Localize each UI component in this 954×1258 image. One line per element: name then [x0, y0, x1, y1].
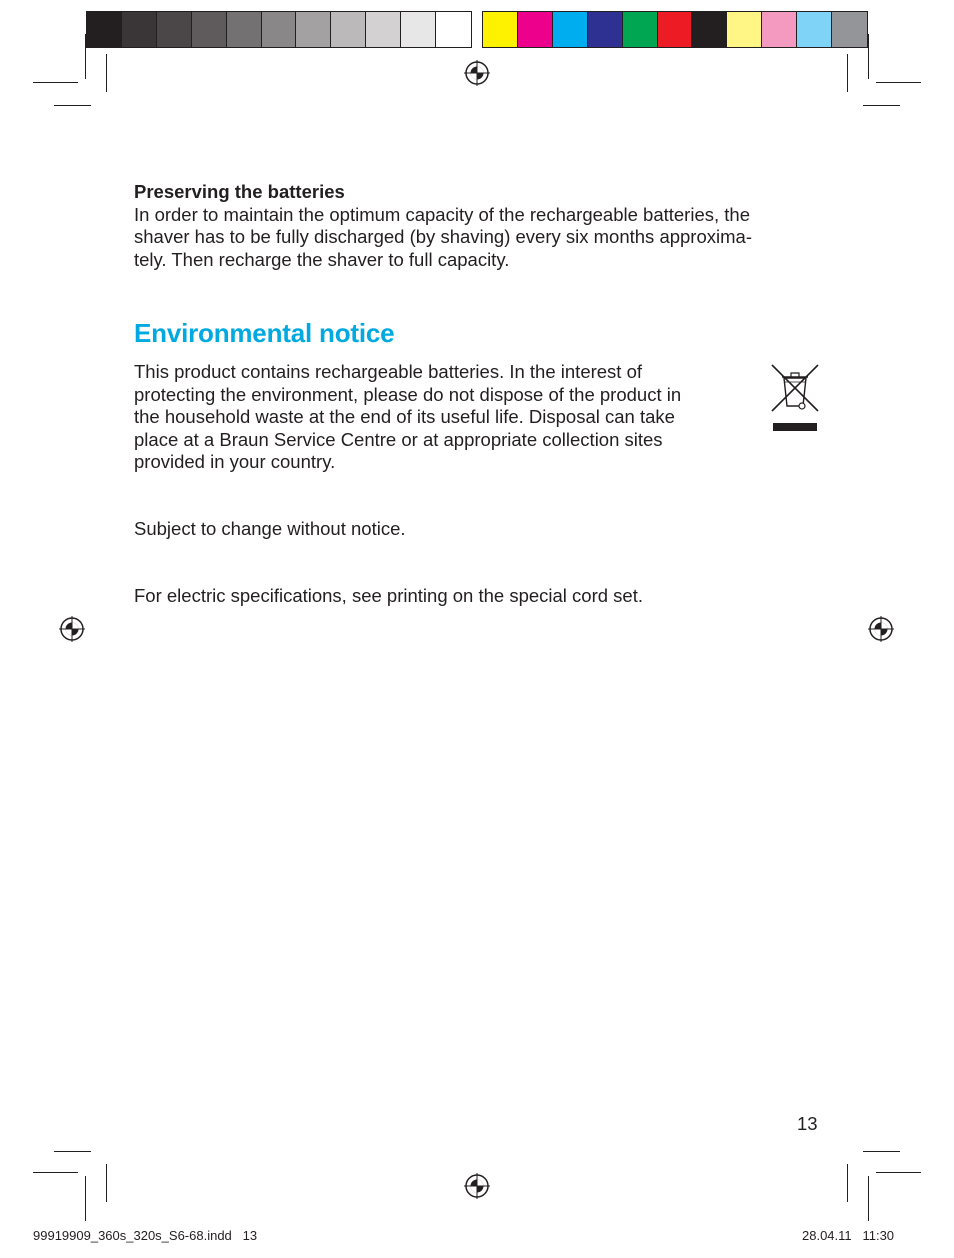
environment-line: protecting the environment, please do not dispose of the product in	[134, 383, 682, 405]
slug-file: 99919909_360s_320s_S6-68.indd 13	[33, 1228, 258, 1243]
crop-mark	[876, 82, 921, 83]
environment-line: place at a Braun Service Centre or at appropriate collection sites	[134, 428, 663, 450]
color-swatch	[87, 12, 122, 47]
color-swatch	[832, 12, 867, 47]
crop-mark	[847, 1164, 848, 1202]
crop-mark	[54, 105, 91, 106]
color-swatch	[401, 12, 436, 47]
page-number: 13	[797, 1113, 818, 1134]
color-swatch	[797, 12, 832, 47]
electric-notice: For electric specifications, see printing on the special cord set.	[134, 585, 643, 606]
crop-mark	[106, 1164, 107, 1202]
environment-line: the household waste at the end of its useful life. Disposal can take	[134, 406, 675, 427]
change-notice: Subject to change without notice.	[134, 518, 406, 539]
color-swatch	[588, 12, 623, 47]
gray-swatch-bar	[86, 11, 472, 48]
crop-mark	[876, 1172, 921, 1173]
batteries-heading: Preserving the batteries	[134, 181, 345, 202]
batteries-line: shaver has to be fully discharged (by shaving) every six months approxima-	[134, 226, 752, 247]
color-swatch	[692, 12, 727, 47]
color-swatch	[762, 12, 797, 47]
crop-mark	[106, 54, 107, 92]
batteries-line: tely. Then recharge the shaver to full capacity.	[134, 248, 510, 270]
crop-mark	[868, 1176, 869, 1221]
color-swatch-bar	[482, 11, 868, 48]
color-swatch	[296, 12, 331, 47]
crop-mark	[54, 1151, 91, 1152]
slug-date: 28.04.11 11:30	[802, 1228, 895, 1243]
environment-line: provided in your country.	[134, 451, 336, 472]
crossed-out-wheelie-bin-icon	[769, 362, 821, 434]
crop-mark	[868, 34, 869, 79]
registration-mark-icon	[868, 616, 894, 642]
color-swatch	[192, 12, 227, 47]
color-swatch	[122, 12, 157, 47]
color-swatch	[157, 12, 192, 47]
color-swatch	[331, 12, 366, 47]
color-swatch	[658, 12, 693, 47]
batteries-section	[134, 181, 824, 271]
batteries-line: In order to maintain the optimum capacity of the rechargeable batteries, the	[134, 203, 750, 225]
color-swatch	[436, 12, 471, 47]
color-swatch	[262, 12, 297, 47]
color-swatch	[727, 12, 762, 47]
environment-body	[134, 361, 754, 474]
crop-mark	[33, 1172, 78, 1173]
environmental-notice-heading: Environmental notice	[134, 318, 395, 348]
crop-mark	[33, 82, 78, 83]
crop-mark	[863, 1151, 900, 1152]
color-swatch	[623, 12, 658, 47]
crop-mark	[85, 1176, 86, 1221]
color-swatch	[553, 12, 588, 47]
crop-mark	[85, 34, 86, 79]
color-swatch	[483, 12, 518, 47]
crop-mark	[863, 105, 900, 106]
environment-line: This product contains rechargeable batteries. In the interest of	[134, 361, 643, 382]
registration-mark-icon	[464, 1173, 490, 1199]
color-swatch	[366, 12, 401, 47]
color-swatch	[227, 12, 262, 47]
color-swatch	[518, 12, 553, 47]
registration-mark-icon	[59, 616, 85, 642]
crop-mark	[847, 54, 848, 92]
registration-mark-icon	[464, 60, 490, 86]
